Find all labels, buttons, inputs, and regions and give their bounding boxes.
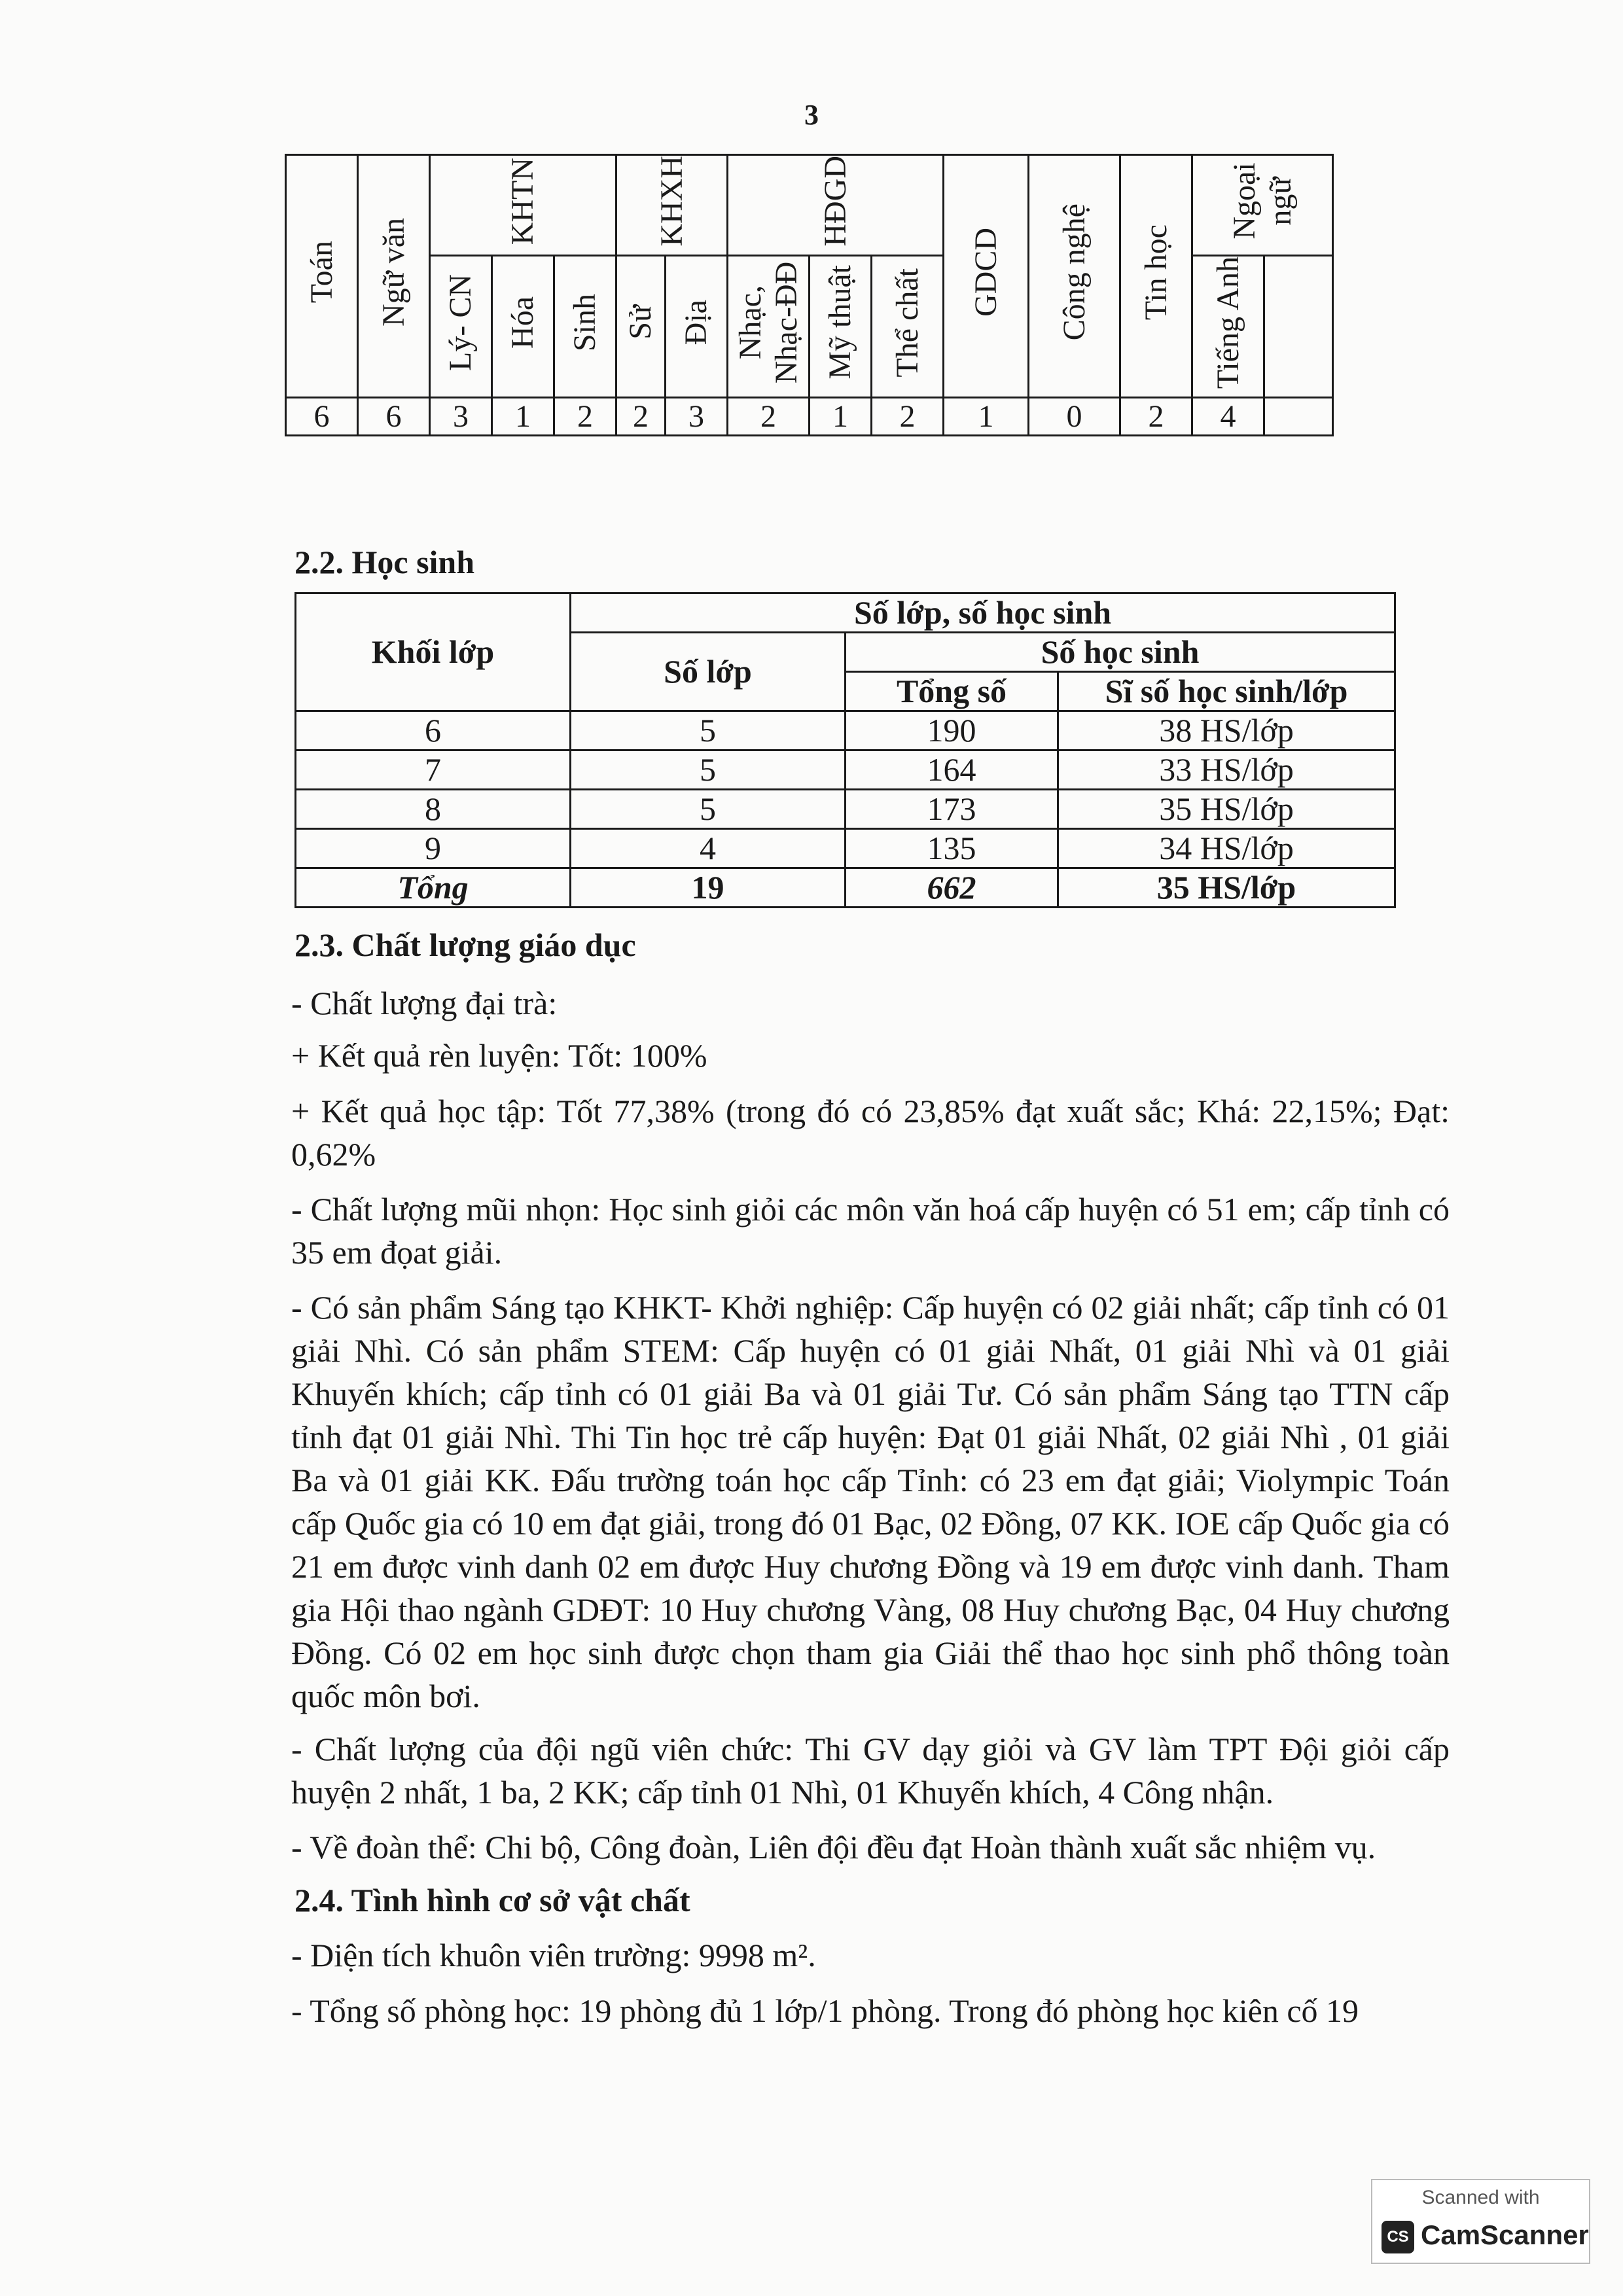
count-cell: 2 [872, 397, 944, 435]
header-tong-so: Tổng số [846, 672, 1058, 711]
count-cell: 1 [492, 397, 554, 435]
col-my-thuat: Mỹ thuật [810, 255, 872, 397]
para-hoc-tap: + Kết quả học tập: Tốt 77,38% (trong đó có 23,85% đạt xuất sắc; Khá: 22,15%; Đạt: 0,62% [291, 1093, 1450, 1173]
col-the-chat: Thể chất [872, 255, 944, 397]
count-cell: 2 [554, 397, 616, 435]
count-cell: 4 [1192, 397, 1264, 435]
students-table [294, 592, 1396, 908]
group-khtn: KHTN [430, 155, 616, 256]
count-cell: 0 [1029, 397, 1120, 435]
group-ngoai-ngu: Ngoại ngữ [1192, 155, 1333, 256]
cell-tong-so: 173 [846, 790, 1058, 829]
count-cell: 3 [430, 397, 492, 435]
col-cong-nghe: Công nghệ [1029, 155, 1120, 398]
cell-khoi: 8 [296, 790, 571, 829]
col-hoa: Hóa [492, 255, 554, 397]
cell-so-lop: 5 [571, 751, 846, 790]
cell-so-lop: 5 [571, 711, 846, 751]
cell-khoi: 6 [296, 711, 571, 751]
count-cell: 2 [1120, 397, 1192, 435]
para-vien-chuc: - Chất lượng của đội ngũ viên chức: Thi GV dạy giỏi và GV làm TPT Đội giỏi cấp huyện 2 nhất, 1 ba, 2 KK; cấp tỉnh 01 Nhì, 01 Khuyến khích, 4 Công nhận. [291, 1731, 1450, 1810]
count-cell: 1 [944, 397, 1029, 435]
camscanner-watermark [1371, 2179, 1590, 2264]
table-total-row [296, 868, 1395, 908]
para-san-pham: - Có sản phẩm Sáng tạo KHKT- Khởi nghiệp: Cấp huyện có 02 giải nhất; cấp tỉnh có 01 giải Nhì. Có sản phẩm STEM: Cấp huyện có 01 giải Nhất, 01 giải Nhì và 01 giải Khuyến khích; cấp tỉnh có 01 giải Ba và 01 giải Tư. Có sản phẩm Sáng tạo TTN cấp tỉnh đạt 01 giải Nhì. Thi Tin học trẻ cấp huyện: Đạt 01 giải Nhất, 02 giải Nhì , 01 giải Ba và 01 giải KK. Đấu trường toán học cấp Tỉnh: có 23 em đạt giải; Violympic Toán cấp Quốc gia có 10 em đạt giải, trong đó 01 Bạc, 02 Đồng, 07 KK. IOE cấp Quốc gia có 21 em được vinh danh 02 em được Huy chương Đồng và 19 em được vinh danh. Tham gia Hội thao ngành GDĐT: 10 Huy chương Vàng, 08 Huy chương Bạc, 04 Huy chương Đồng. Có 02 em học sinh được chọn tham gia Giải thể thao học sinh phổ thông toàn quốc môn bơi. [291, 1289, 1450, 1714]
col-tieng-anh: Tiếng Anh [1192, 255, 1264, 397]
header-si-so: Sĩ số học sinh/lớp [1058, 672, 1395, 711]
teachers-table [285, 154, 1334, 436]
para-phong-hoc: - Tổng số phòng học: 19 phòng đủ 1 lớp/1 phòng. Trong đó phòng học kiên cố 19 [291, 1992, 1359, 2029]
cell-so-lop: 4 [571, 829, 846, 868]
cell-tong-so: 164 [846, 751, 1058, 790]
table-row [296, 751, 1395, 790]
header-so-hoc-sinh: Số học sinh [846, 633, 1395, 672]
cell-total-label: Tổng [296, 868, 571, 908]
col-gdcd: GDCD [944, 155, 1029, 398]
col-toan: Toán [286, 155, 358, 398]
para-dien-tich: - Diện tích khuôn viên trường: 9998 m². [291, 1937, 816, 1973]
count-cell: 2 [616, 397, 666, 435]
col-su: Sử [616, 255, 666, 397]
table-row [296, 790, 1395, 829]
count-cell: 6 [286, 397, 358, 435]
header-so-lop-so-hs: Số lớp, số học sinh [571, 593, 1395, 633]
count-cell: 1 [810, 397, 872, 435]
para-dai-tra: - Chất lượng đại trà: [291, 985, 558, 1021]
col-blank [1264, 255, 1333, 397]
col-tin-hoc: Tin học [1120, 155, 1192, 398]
para-mui-nhon: - Chất lượng mũi nhọn: Học sinh giỏi các môn văn hoá cấp huyện có 51 em; cấp tỉnh có 35 em đọat giải. [291, 1191, 1450, 1271]
section-title-chat-luong: 2.3. Chất lượng giáo dục [294, 927, 636, 963]
col-sinh: Sinh [554, 255, 616, 397]
count-cell: 6 [358, 397, 430, 435]
section-title-hoc-sinh: 2.2. Học sinh [294, 544, 475, 580]
table-row [296, 711, 1395, 751]
cell-total-tong-so: 662 [846, 868, 1058, 908]
cell-tong-so: 135 [846, 829, 1058, 868]
col-nhac: Nhạc, Nhạc-ĐĐ [728, 255, 810, 397]
cell-khoi: 9 [296, 829, 571, 868]
teacher-counts-row [286, 397, 1333, 435]
col-ly-cn: Lý- CN [430, 255, 492, 397]
cell-si-so: 34 HS/lớp [1058, 829, 1395, 868]
para-ren-luyen: + Kết quả rèn luyện: Tốt: 100% [291, 1037, 707, 1074]
cell-so-lop: 5 [571, 790, 846, 829]
count-cell [1264, 397, 1333, 435]
cell-total-si-so: 35 HS/lớp [1058, 868, 1395, 908]
col-dia: Địa [666, 255, 728, 397]
table-row [296, 829, 1395, 868]
count-cell: 3 [666, 397, 728, 435]
group-khxh: KHXH [616, 155, 728, 256]
cell-total-so-lop: 19 [571, 868, 846, 908]
watermark-line1: Scanned with [1421, 2187, 1540, 2208]
cell-si-so: 38 HS/lớp [1058, 711, 1395, 751]
watermark-line2: CamScanner [1421, 2219, 1589, 2250]
count-cell: 2 [728, 397, 810, 435]
col-ngu-van: Ngữ văn [358, 155, 430, 398]
section-title-co-so-vat-chat: 2.4. Tình hình cơ sở vật chất [294, 1882, 690, 1918]
cell-si-so: 33 HS/lớp [1058, 751, 1395, 790]
header-so-lop: Số lớp [571, 633, 846, 711]
header-khoi-lop: Khối lớp [296, 593, 571, 711]
cell-tong-so: 190 [846, 711, 1058, 751]
group-hdgd: HĐGD [728, 155, 944, 256]
cell-si-so: 35 HS/lớp [1058, 790, 1395, 829]
page-number: 3 [804, 99, 819, 131]
cell-khoi: 7 [296, 751, 571, 790]
para-doan-the: - Về đoàn thể: Chi bộ, Công đoàn, Liên đội đều đạt Hoàn thành xuất sắc nhiệm vụ. [291, 1829, 1376, 1865]
camscanner-logo-icon: CS [1382, 2221, 1414, 2253]
